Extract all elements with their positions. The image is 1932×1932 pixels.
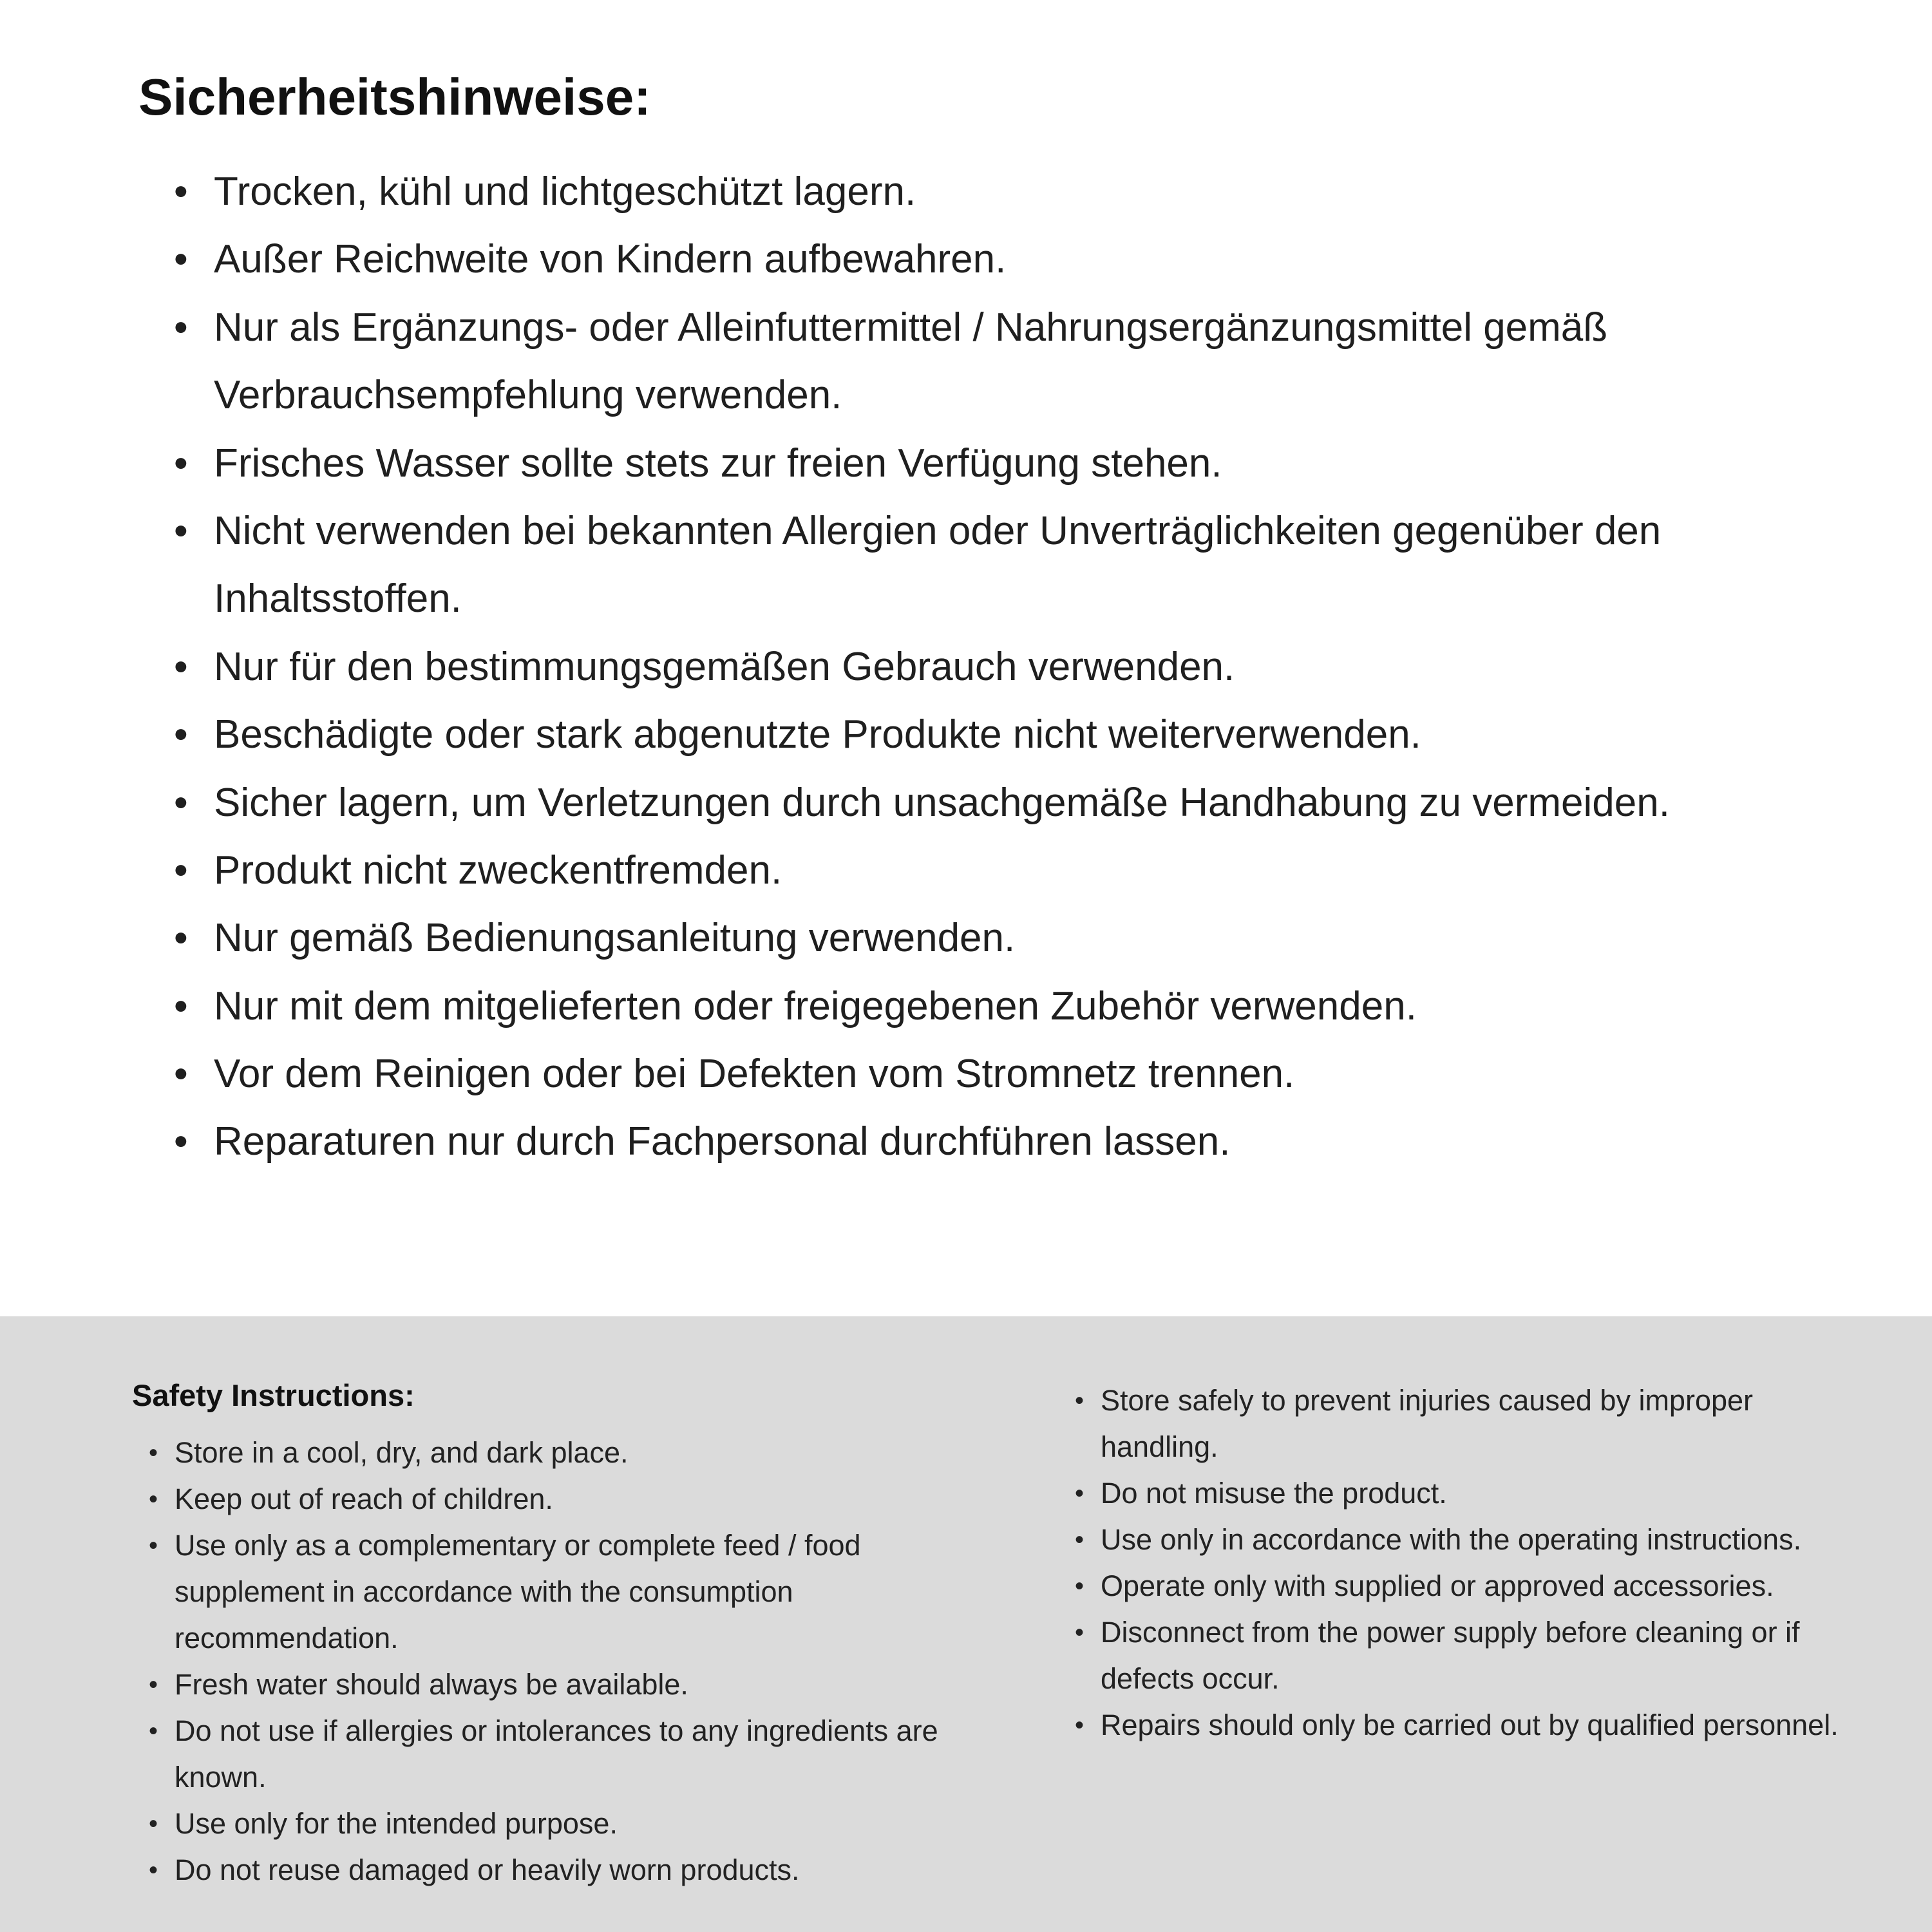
list-item: • Keep out of reach of children. bbox=[146, 1476, 1014, 1522]
list-item: • Operate only with supplied or approved accessories. bbox=[1072, 1563, 1842, 1609]
list-item: • Vor dem Reinigen oder bei Defekten vom Stromnetz trennen. bbox=[174, 1040, 1790, 1108]
list-item: • Nicht verwenden bei bekannten Allergien oder Unverträglichkeiten gegenüber den Inhaltsstoffen. bbox=[174, 497, 1790, 633]
list-item: • Trocken, kühl und lichtgeschützt lagern. bbox=[174, 158, 1790, 225]
list-item: • Do not reuse damaged or heavily worn products. bbox=[146, 1847, 1014, 1893]
list-item: • Nur gemäß Bedienungsanleitung verwenden. bbox=[174, 904, 1790, 972]
list-item: • Disconnect from the power supply before cleaning or if defects occur. bbox=[1072, 1609, 1842, 1702]
list-item: • Beschädigte oder stark abgenutzte Produkte nicht weiterverwenden. bbox=[174, 701, 1790, 768]
english-instructions-list-right bbox=[1072, 1378, 1842, 1748]
list-item: • Use only in accordance with the operating instructions. bbox=[1072, 1517, 1842, 1563]
list-item: • Nur für den bestimmungsgemäßen Gebrauch verwenden. bbox=[174, 633, 1790, 701]
list-item: • Fresh water should always be available. bbox=[146, 1662, 1014, 1708]
english-section bbox=[0, 1316, 1932, 1932]
german-instructions-list bbox=[138, 158, 1790, 1176]
list-item: • Sicher lagern, um Verletzungen durch unsachgemäße Handhabung zu vermeiden. bbox=[174, 769, 1790, 837]
english-instructions-list-left bbox=[132, 1430, 1014, 1893]
list-item: • Repairs should only be carried out by qualified personnel. bbox=[1072, 1702, 1842, 1748]
list-item: • Use only for the intended purpose. bbox=[146, 1801, 1014, 1847]
german-title: Sicherheitshinweise: bbox=[138, 68, 651, 126]
list-item: • Store in a cool, dry, and dark place. bbox=[146, 1430, 1014, 1476]
list-item: • Außer Reichweite von Kindern aufbewahren. bbox=[174, 225, 1790, 293]
list-item: • Frisches Wasser sollte stets zur freien Verfügung stehen. bbox=[174, 430, 1790, 497]
english-left-column bbox=[132, 1378, 1014, 1893]
list-item: • Reparaturen nur durch Fachpersonal durchführen lassen. bbox=[174, 1108, 1790, 1175]
english-right-column bbox=[1072, 1378, 1842, 1748]
list-item: • Produkt nicht zweckentfremden. bbox=[174, 837, 1790, 904]
list-item: • Store safely to prevent injuries caused by improper handling. bbox=[1072, 1378, 1842, 1470]
list-item: • Use only as a complementary or complete feed / food supplement in accordance with the consumption recommendation. bbox=[146, 1522, 1014, 1662]
list-item: • Nur mit dem mitgelieferten oder freigegebenen Zubehör verwenden. bbox=[174, 972, 1790, 1040]
english-title: Safety Instructions: bbox=[132, 1378, 415, 1412]
list-item: • Nur als Ergänzungs- oder Alleinfuttermittel / Nahrungsergänzungsmittel gemäß Verbrauchsempfehlung verwenden. bbox=[174, 294, 1790, 430]
list-item: • Do not misuse the product. bbox=[1072, 1470, 1842, 1517]
list-item: • Do not use if allergies or intolerances to any ingredients are known. bbox=[146, 1708, 1014, 1801]
